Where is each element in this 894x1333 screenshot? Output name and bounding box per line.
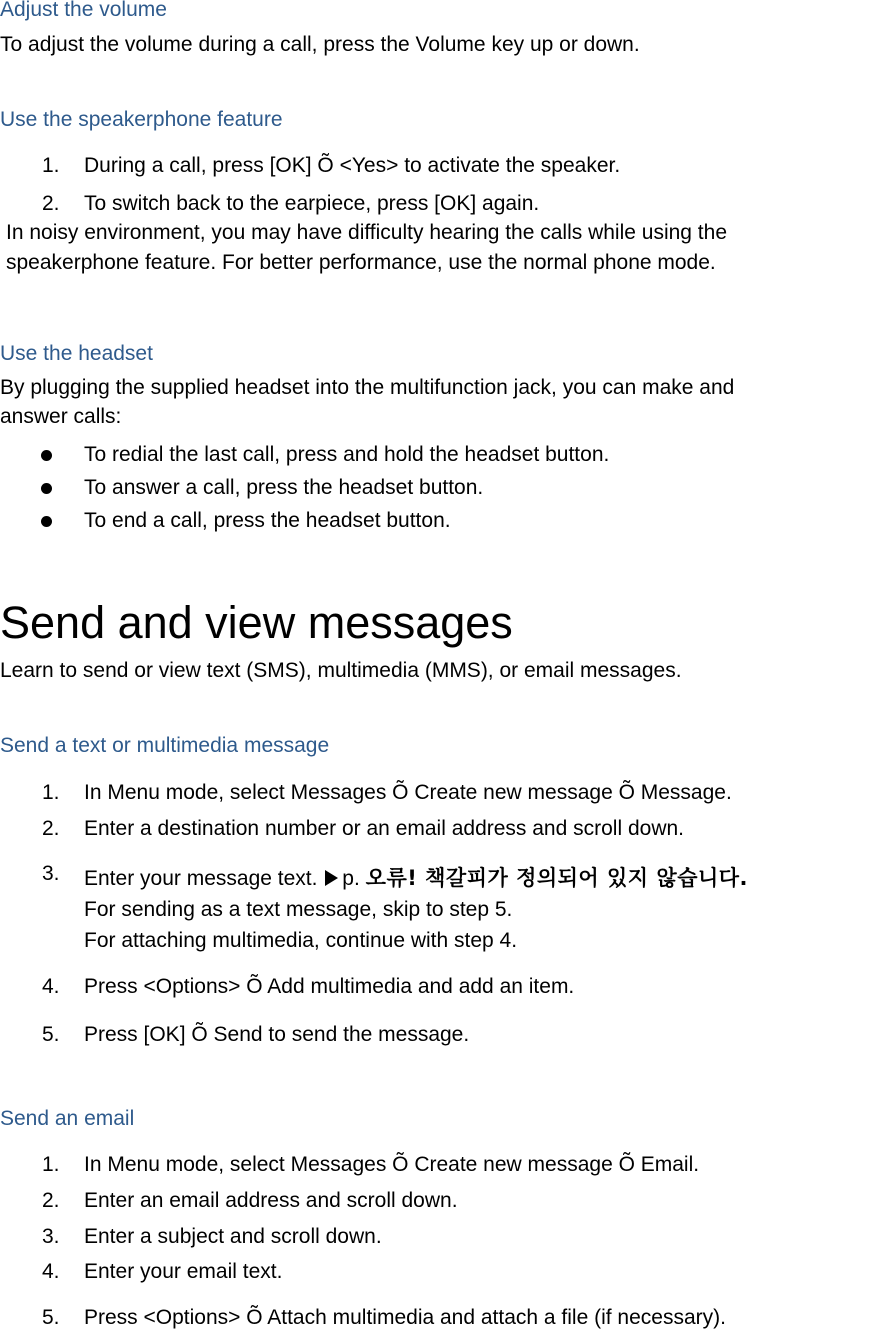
bullet-text: To redial the last call, press and hold the headset button. xyxy=(84,443,610,466)
step-number: 5. xyxy=(42,1306,60,1329)
step-number: 4. xyxy=(42,975,60,998)
step-text: In Menu mode, select Messages Õ Create new message Õ Message. xyxy=(84,781,732,804)
note-line: In noisy environment, you may have difficulty hearing the calls while using the xyxy=(6,221,728,244)
step-number: 3. xyxy=(42,1225,60,1248)
volume-paragraph: To adjust the volume during a call, press the Volume key up or down. xyxy=(0,33,640,56)
step-text: During a call, press [OK] Õ <Yes> to activate the speaker. xyxy=(84,154,621,177)
note-line: speakerphone feature. For better performance, use the normal phone mode. xyxy=(6,251,716,274)
step-text: To switch back to the earpiece, press [OK] again. xyxy=(84,192,540,215)
bullet-text: To answer a call, press the headset button. xyxy=(84,476,484,499)
step-text: Enter an email address and scroll down. xyxy=(84,1189,458,1212)
step-number: 1. xyxy=(42,154,60,177)
step-text: Enter your email text. xyxy=(84,1260,283,1283)
step-number: 5. xyxy=(42,1023,60,1046)
step-text: Enter your message text. xyxy=(84,867,318,890)
step-subtext: For sending as a text message, skip to step 5. xyxy=(84,898,513,921)
step-number: 3. xyxy=(42,862,60,885)
bullet-icon xyxy=(41,483,52,494)
step-number: 2. xyxy=(42,817,60,840)
step-number: 2. xyxy=(42,1189,60,1212)
bullet-icon xyxy=(41,516,52,527)
step-subtext: For attaching multimedia, continue with step 4. xyxy=(84,929,518,952)
bullet-text: To end a call, press the headset button. xyxy=(84,509,451,532)
step-number: 2. xyxy=(42,192,60,215)
step-text-with-reference xyxy=(84,862,748,892)
headset-paragraph-line: answer calls: xyxy=(0,405,122,428)
step-text: Enter a destination number or an email address and scroll down. xyxy=(84,817,684,840)
step-text: Press [OK] Õ Send to send the message. xyxy=(84,1023,470,1046)
page-reference-arrow-icon xyxy=(325,870,338,886)
step-text: Press <Options> Õ Add multimedia and add an item. xyxy=(84,975,575,998)
heading-headset: Use the headset xyxy=(0,342,153,365)
step-number: 1. xyxy=(42,1153,60,1176)
heading-send-email: Send an email xyxy=(0,1107,135,1130)
headset-paragraph-line: By plugging the supplied headset into the multifunction jack, you can make and xyxy=(0,376,735,399)
page-title: Send and view messages xyxy=(0,597,513,648)
step-text: In Menu mode, select Messages Õ Create new message Õ Email. xyxy=(84,1153,700,1176)
heading-speakerphone: Use the speakerphone feature xyxy=(0,108,283,131)
heading-send-text: Send a text or multimedia message xyxy=(0,734,330,757)
reference-error-message: 오류! 책갈피가 정의되어 있지 않습니다. xyxy=(365,866,749,890)
step-number: 1. xyxy=(42,781,60,804)
page-reference: p. xyxy=(342,867,360,890)
messages-intro: Learn to send or view text (SMS), multimedia (MMS), or email messages. xyxy=(0,659,682,682)
step-text: Press <Options> Õ Attach multimedia and attach a file (if necessary). xyxy=(84,1306,726,1329)
step-text: Enter a subject and scroll down. xyxy=(84,1225,382,1248)
step-number: 4. xyxy=(42,1260,60,1283)
bullet-icon xyxy=(41,450,52,461)
heading-adjust-volume: Adjust the volume xyxy=(0,0,167,21)
